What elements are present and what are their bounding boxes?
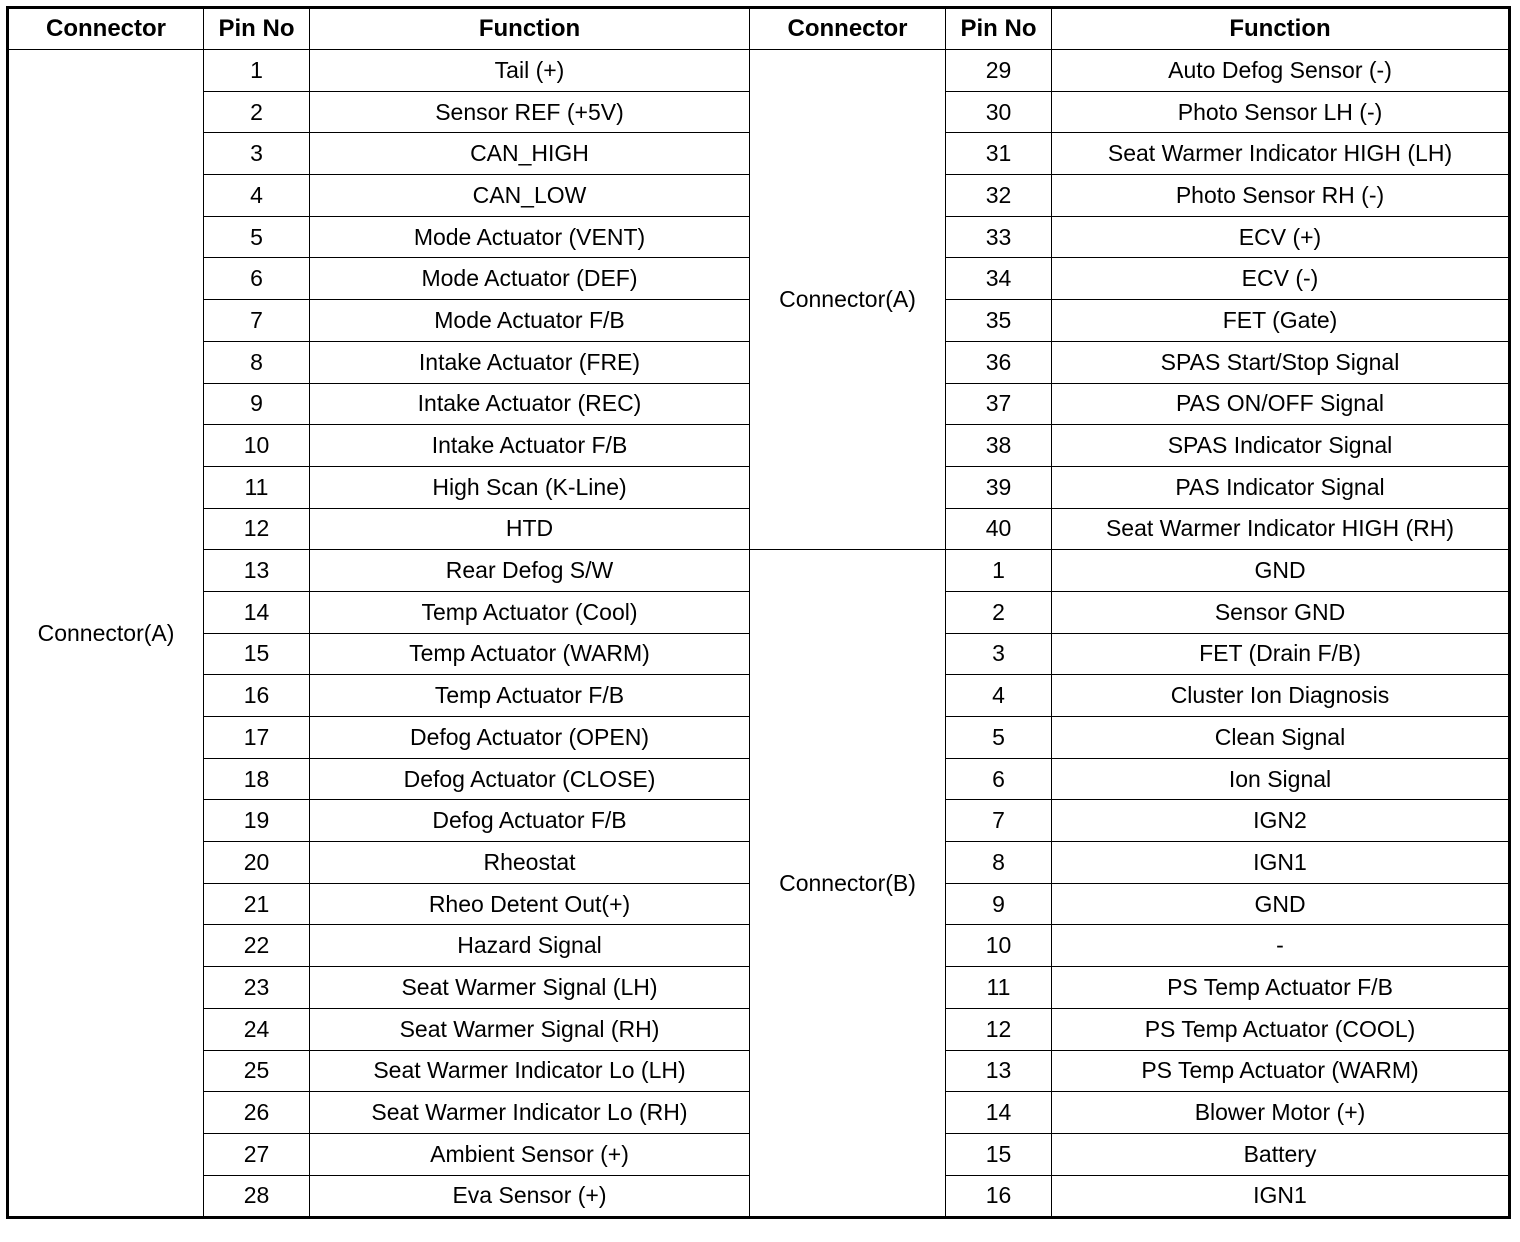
pin-number-left: 11 xyxy=(204,466,310,508)
header-connector-right: Connector xyxy=(750,8,946,50)
function-right: PS Temp Actuator F/B xyxy=(1052,967,1510,1009)
pin-number-left: 26 xyxy=(204,1092,310,1134)
pin-number-right: 34 xyxy=(946,258,1052,300)
function-left: Defog Actuator F/B xyxy=(310,800,750,842)
pin-number-right: 35 xyxy=(946,300,1052,342)
table-row xyxy=(8,50,1510,92)
function-left: Seat Warmer Indicator Lo (LH) xyxy=(310,1050,750,1092)
pin-number-left: 7 xyxy=(204,300,310,342)
function-left: Seat Warmer Signal (LH) xyxy=(310,967,750,1009)
pin-number-right: 32 xyxy=(946,175,1052,217)
pin-number-right: 38 xyxy=(946,425,1052,467)
pin-number-left: 2 xyxy=(204,91,310,133)
pin-number-right: 14 xyxy=(946,1092,1052,1134)
function-left: Eva Sensor (+) xyxy=(310,1175,750,1218)
function-left: HTD xyxy=(310,508,750,550)
pin-number-right: 36 xyxy=(946,341,1052,383)
function-right: PS Temp Actuator (COOL) xyxy=(1052,1008,1510,1050)
pin-number-right: 11 xyxy=(946,967,1052,1009)
pin-number-right: 33 xyxy=(946,216,1052,258)
function-left: Intake Actuator F/B xyxy=(310,425,750,467)
function-left: Rear Defog S/W xyxy=(310,550,750,592)
pin-number-left: 17 xyxy=(204,717,310,759)
function-right: Cluster Ion Diagnosis xyxy=(1052,675,1510,717)
function-right: PS Temp Actuator (WARM) xyxy=(1052,1050,1510,1092)
function-left: Sensor REF (+5V) xyxy=(310,91,750,133)
function-left: Rheostat xyxy=(310,842,750,884)
header-row xyxy=(8,8,1510,50)
pin-number-right: 5 xyxy=(946,717,1052,759)
function-left: Mode Actuator (DEF) xyxy=(310,258,750,300)
pin-number-left: 18 xyxy=(204,758,310,800)
function-right: Photo Sensor LH (-) xyxy=(1052,91,1510,133)
pin-number-left: 16 xyxy=(204,675,310,717)
pin-number-right: 15 xyxy=(946,1133,1052,1175)
function-left: Tail (+) xyxy=(310,50,750,92)
table-row xyxy=(8,550,1510,592)
header-pin-no-left: Pin No xyxy=(204,8,310,50)
function-left: Seat Warmer Signal (RH) xyxy=(310,1008,750,1050)
pin-number-left: 28 xyxy=(204,1175,310,1218)
function-right: GND xyxy=(1052,883,1510,925)
pin-number-left: 24 xyxy=(204,1008,310,1050)
pin-number-right: 10 xyxy=(946,925,1052,967)
pin-number-right: 1 xyxy=(946,550,1052,592)
function-left: Intake Actuator (REC) xyxy=(310,383,750,425)
pin-number-left: 23 xyxy=(204,967,310,1009)
function-left: Mode Actuator (VENT) xyxy=(310,216,750,258)
pin-number-right: 7 xyxy=(946,800,1052,842)
pin-number-left: 4 xyxy=(204,175,310,217)
pin-number-right: 12 xyxy=(946,1008,1052,1050)
function-left: CAN_LOW xyxy=(310,175,750,217)
function-left: Temp Actuator (WARM) xyxy=(310,633,750,675)
function-right: ECV (+) xyxy=(1052,216,1510,258)
pin-number-left: 6 xyxy=(204,258,310,300)
function-right: FET (Gate) xyxy=(1052,300,1510,342)
pin-number-left: 19 xyxy=(204,800,310,842)
pin-number-left: 8 xyxy=(204,341,310,383)
function-right: Battery xyxy=(1052,1133,1510,1175)
header-pin-no-right: Pin No xyxy=(946,8,1052,50)
function-right: FET (Drain F/B) xyxy=(1052,633,1510,675)
pin-number-left: 21 xyxy=(204,883,310,925)
connector-right-cell: Connector(B) xyxy=(750,550,946,1218)
pin-number-left: 9 xyxy=(204,383,310,425)
pin-number-left: 20 xyxy=(204,842,310,884)
function-right: SPAS Indicator Signal xyxy=(1052,425,1510,467)
pin-number-left: 14 xyxy=(204,591,310,633)
function-left: Defog Actuator (OPEN) xyxy=(310,717,750,759)
function-right: IGN2 xyxy=(1052,800,1510,842)
function-right: Auto Defog Sensor (-) xyxy=(1052,50,1510,92)
header-function-left: Function xyxy=(310,8,750,50)
pin-number-left: 12 xyxy=(204,508,310,550)
function-right: Seat Warmer Indicator HIGH (RH) xyxy=(1052,508,1510,550)
function-right: IGN1 xyxy=(1052,842,1510,884)
pin-number-right: 30 xyxy=(946,91,1052,133)
pin-number-left: 22 xyxy=(204,925,310,967)
pin-number-left: 25 xyxy=(204,1050,310,1092)
function-left: High Scan (K-Line) xyxy=(310,466,750,508)
function-right: Seat Warmer Indicator HIGH (LH) xyxy=(1052,133,1510,175)
function-left: Seat Warmer Indicator Lo (RH) xyxy=(310,1092,750,1134)
function-right: - xyxy=(1052,925,1510,967)
function-left: Ambient Sensor (+) xyxy=(310,1133,750,1175)
header-function-right: Function xyxy=(1052,8,1510,50)
pin-number-left: 5 xyxy=(204,216,310,258)
function-left: Temp Actuator (Cool) xyxy=(310,591,750,633)
function-left: Mode Actuator F/B xyxy=(310,300,750,342)
function-right: IGN1 xyxy=(1052,1175,1510,1218)
function-left: Temp Actuator F/B xyxy=(310,675,750,717)
pin-number-right: 37 xyxy=(946,383,1052,425)
pin-number-right: 4 xyxy=(946,675,1052,717)
function-left: CAN_HIGH xyxy=(310,133,750,175)
function-right: Sensor GND xyxy=(1052,591,1510,633)
pin-number-right: 2 xyxy=(946,591,1052,633)
connector-left-cell: Connector(A) xyxy=(8,50,204,1218)
header-connector-left: Connector xyxy=(8,8,204,50)
pin-number-left: 1 xyxy=(204,50,310,92)
function-right: Clean Signal xyxy=(1052,717,1510,759)
function-left: Rheo Detent Out(+) xyxy=(310,883,750,925)
pin-number-left: 10 xyxy=(204,425,310,467)
function-right: GND xyxy=(1052,550,1510,592)
function-right: PAS ON/OFF Signal xyxy=(1052,383,1510,425)
pin-number-right: 29 xyxy=(946,50,1052,92)
pin-number-left: 15 xyxy=(204,633,310,675)
pin-number-right: 3 xyxy=(946,633,1052,675)
pin-number-left: 27 xyxy=(204,1133,310,1175)
pin-function-table xyxy=(6,6,1511,1219)
pin-number-right: 8 xyxy=(946,842,1052,884)
pin-number-right: 9 xyxy=(946,883,1052,925)
pin-number-right: 31 xyxy=(946,133,1052,175)
pin-number-right: 16 xyxy=(946,1175,1052,1218)
function-right: PAS Indicator Signal xyxy=(1052,466,1510,508)
function-left: Intake Actuator (FRE) xyxy=(310,341,750,383)
pin-number-left: 13 xyxy=(204,550,310,592)
function-right: SPAS Start/Stop Signal xyxy=(1052,341,1510,383)
table-body xyxy=(8,50,1510,1218)
pin-number-left: 3 xyxy=(204,133,310,175)
function-right: Blower Motor (+) xyxy=(1052,1092,1510,1134)
pin-number-right: 40 xyxy=(946,508,1052,550)
pin-number-right: 6 xyxy=(946,758,1052,800)
function-right: Ion Signal xyxy=(1052,758,1510,800)
function-left: Hazard Signal xyxy=(310,925,750,967)
function-right: Photo Sensor RH (-) xyxy=(1052,175,1510,217)
connector-right-cell: Connector(A) xyxy=(750,50,946,550)
pin-number-right: 13 xyxy=(946,1050,1052,1092)
function-left: Defog Actuator (CLOSE) xyxy=(310,758,750,800)
function-right: ECV (-) xyxy=(1052,258,1510,300)
pin-number-right: 39 xyxy=(946,466,1052,508)
